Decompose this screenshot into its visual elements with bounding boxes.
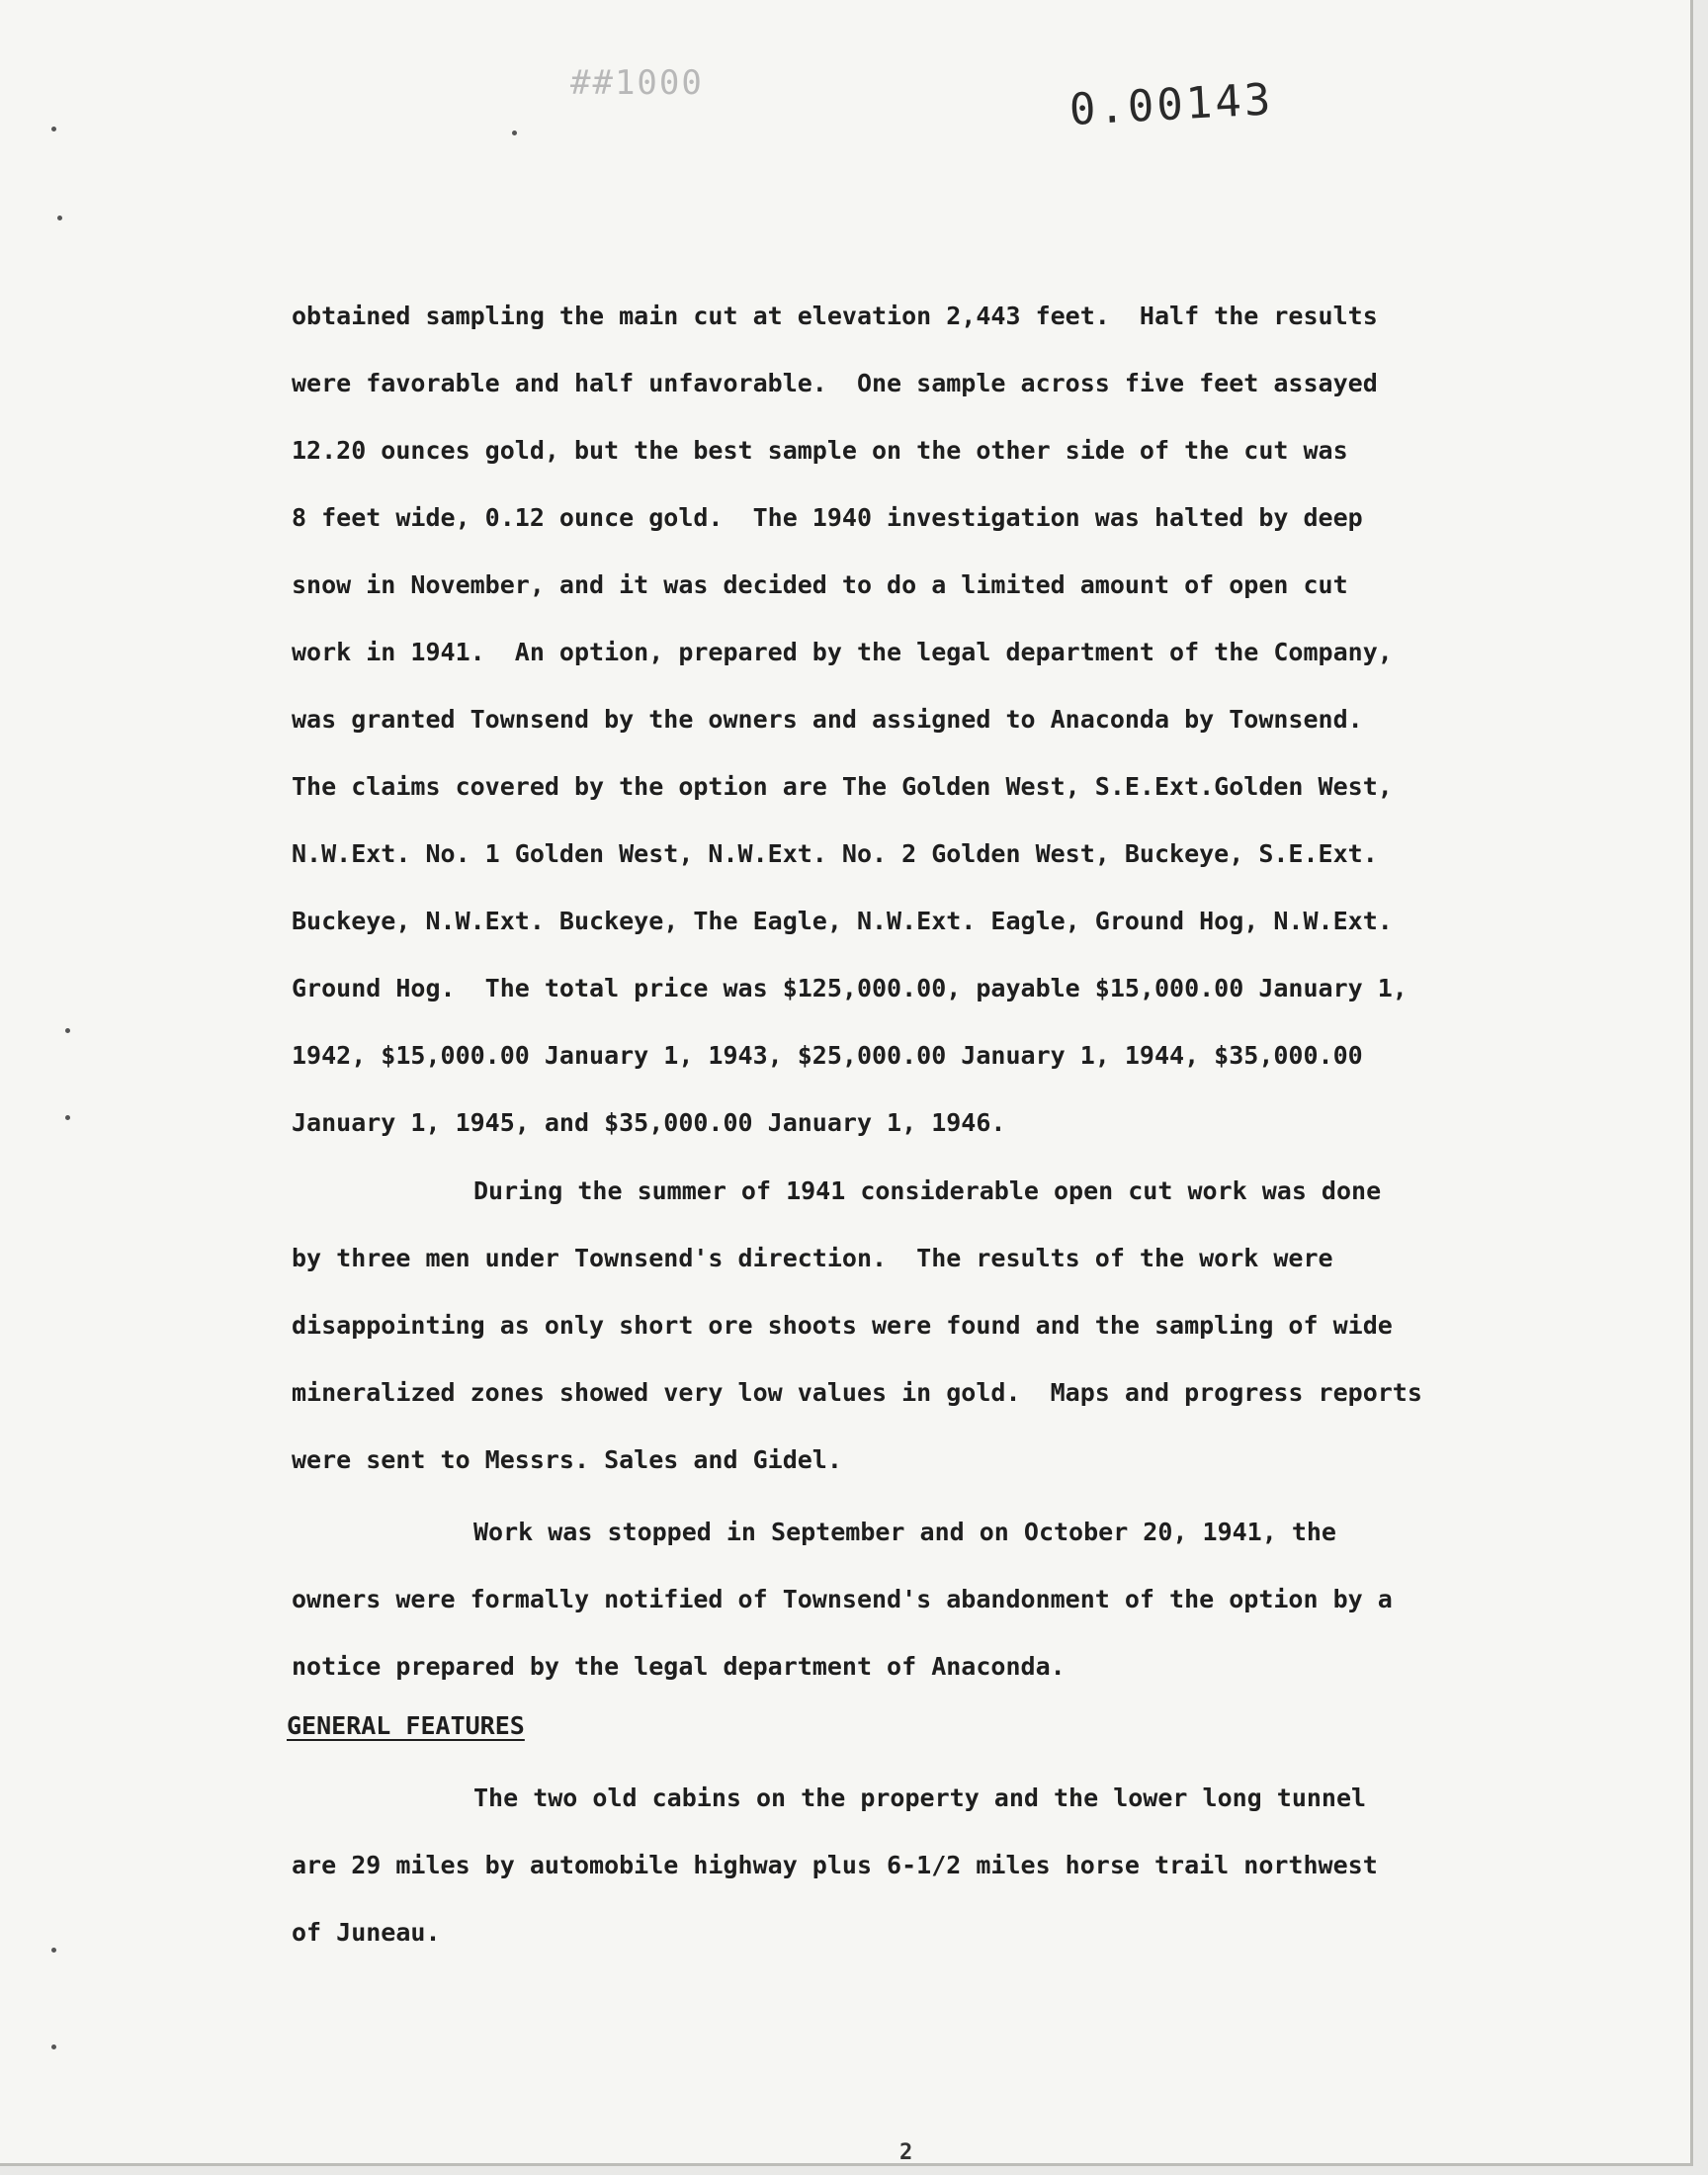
paragraph-general-features xyxy=(292,1782,1577,1947)
text-line: 8 feet wide, 0.12 ounce gold. The 1940 investigation was halted by deep xyxy=(292,503,1363,532)
text-line: During the summer of 1941 considerable open cut work was done xyxy=(473,1176,1382,1205)
text-line: notice prepared by the legal department of Anaconda. xyxy=(292,1652,1066,1681)
scan-speck xyxy=(65,1115,70,1120)
text-line: January 1, 1945, and $35,000.00 January 1, 1946. xyxy=(292,1108,1006,1137)
page-number: 2 xyxy=(899,2140,913,2165)
text-line: 1942, $15,000.00 January 1, 1943, $25,000.00 January 1, 1944, $35,000.00 xyxy=(292,1041,1363,1070)
text-line: of Juneau. xyxy=(292,1918,441,1947)
text-line: snow in November, and it was decided to do a limited amount of open cut xyxy=(292,570,1348,599)
scan-speck xyxy=(512,130,517,135)
scan-speck xyxy=(51,1948,56,1953)
paragraph-claims-option xyxy=(292,300,1577,1137)
paragraph-work-stopped xyxy=(292,1516,1577,1681)
scan-speck xyxy=(51,127,56,131)
archive-stamp-number: 0.00143 xyxy=(1068,74,1275,135)
text-line: are 29 miles by automobile highway plus 6-1/2 miles horse trail northwest xyxy=(292,1851,1378,1879)
archive-stamp-faint: ##1000 xyxy=(570,63,704,103)
paragraph-summer-work xyxy=(292,1174,1577,1474)
section-heading: GENERAL FEATURES xyxy=(287,1711,525,1740)
text-line: Buckeye, N.W.Ext. Buckeye, The Eagle, N.W.Ext. Eagle, Ground Hog, N.W.Ext. xyxy=(292,907,1393,935)
scan-speck xyxy=(51,2044,56,2049)
text-line: 12.20 ounces gold, but the best sample on the other side of the cut was xyxy=(292,436,1348,465)
text-line: Work was stopped in September and on October 20, 1941, the xyxy=(473,1518,1336,1546)
text-line: work in 1941. An option, prepared by the legal department of the Company, xyxy=(292,638,1393,666)
text-line: were favorable and half unfavorable. One sample across five feet assayed xyxy=(292,369,1378,397)
text-line: mineralized zones showed very low values in gold. Maps and progress reports xyxy=(292,1378,1422,1407)
text-line: was granted Townsend by the owners and assigned to Anaconda by Townsend. xyxy=(292,705,1363,734)
text-line: were sent to Messrs. Sales and Gidel. xyxy=(292,1445,842,1474)
text-line: by three men under Townsend's direction. The results of the work were xyxy=(292,1244,1333,1272)
text-line: The two old cabins on the property and the lower long tunnel xyxy=(473,1784,1367,1812)
text-line: Ground Hog. The total price was $125,000.00, payable $15,000.00 January 1, xyxy=(292,974,1408,1002)
text-line: disappointing as only short ore shoots were found and the sampling of wide xyxy=(292,1311,1393,1340)
scan-speck xyxy=(65,1028,70,1033)
text-line: owners were formally notified of Townsend's abandonment of the option by a xyxy=(292,1585,1393,1613)
text-line: obtained sampling the main cut at elevation 2,443 feet. Half the results xyxy=(292,302,1378,330)
text-line: N.W.Ext. No. 1 Golden West, N.W.Ext. No. 2 Golden West, Buckeye, S.E.Ext. xyxy=(292,839,1378,868)
text-line: The claims covered by the option are The Golden West, S.E.Ext.Golden West, xyxy=(292,772,1393,801)
scan-speck xyxy=(57,216,62,220)
